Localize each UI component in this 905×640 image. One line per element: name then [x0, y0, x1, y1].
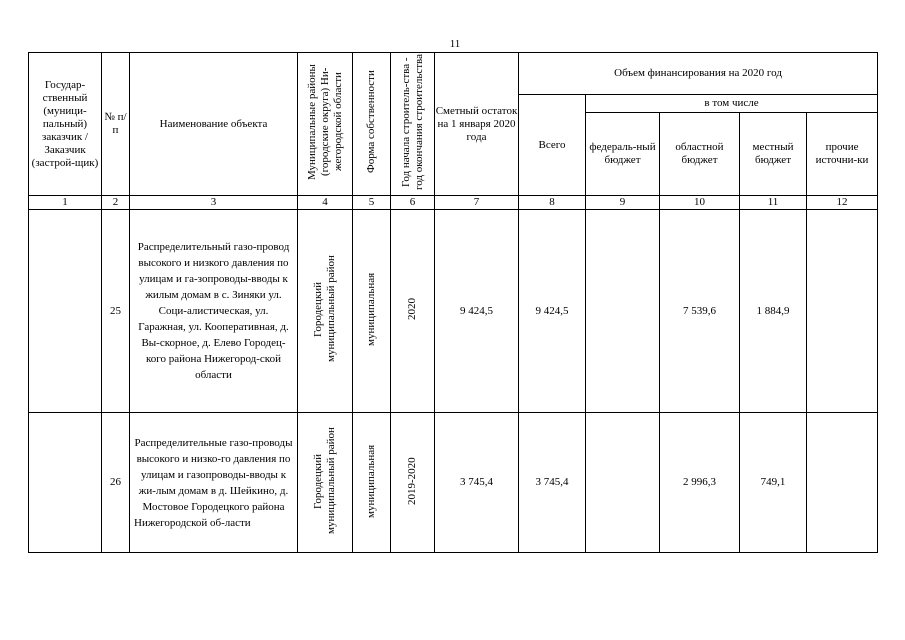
- cell-ownership: муниципальная: [353, 210, 391, 413]
- column-number: 10: [660, 196, 740, 210]
- cell-number: 26: [102, 413, 130, 553]
- cell-federal: [586, 413, 660, 553]
- cell-estimated-balance: 3 745,4: [435, 413, 519, 553]
- header-other: прочие источни-ки: [807, 113, 878, 196]
- cell-district: Городецкий муниципальный район: [298, 210, 353, 413]
- column-number: 9: [586, 196, 660, 210]
- header-financing-volume: Объем финансирования на 2020 год: [519, 53, 878, 95]
- header-ownership: Форма собственности: [353, 53, 391, 196]
- header-total: Всего: [519, 95, 586, 196]
- column-number: 3: [130, 196, 298, 210]
- financing-table: [28, 52, 878, 553]
- cell-customer: [29, 210, 102, 413]
- table-row: [29, 413, 878, 553]
- cell-other: [807, 210, 878, 413]
- column-number: 5: [353, 196, 391, 210]
- cell-total: 9 424,5: [519, 210, 586, 413]
- header-regional: областной бюджет: [660, 113, 740, 196]
- column-numbers-row: [29, 196, 878, 210]
- header-estimated-balance: Сметный остаток на 1 января 2020 года: [435, 53, 519, 196]
- header-object-name: Наименование объекта: [130, 53, 298, 196]
- cell-customer: [29, 413, 102, 553]
- header-federal: федераль-ный бюджет: [586, 113, 660, 196]
- header-years: Год начала строитель-ства - год окончания строительства: [391, 53, 435, 196]
- table-row: [29, 210, 878, 413]
- header-including: в том числе: [586, 95, 878, 113]
- column-number: 1: [29, 196, 102, 210]
- cell-object-name: Распределительные газо-проводы высокого и низко-го давления по улицам и газопроводы-вводы к жи-лым домам в д. Шейкино, д. Мостовое Городецкого района Нижегородской об-ласти: [130, 413, 298, 553]
- column-number: 6: [391, 196, 435, 210]
- cell-regional: 7 539,6: [660, 210, 740, 413]
- cell-estimated-balance: 9 424,5: [435, 210, 519, 413]
- cell-ownership: муниципальная: [353, 413, 391, 553]
- column-number: 8: [519, 196, 586, 210]
- cell-local: 749,1: [740, 413, 807, 553]
- header-districts: Муниципальные районы (городские округа) Ни-жегородской области: [298, 53, 353, 196]
- cell-object-name: Распределительный газо-провод высокого и низкого давления по улицам и га-зопроводы-вводы к жилым домам в с. Зиняки ул. Соци-алистическая, ул. Гаражная, ул. Кооперативная, д. Вы-скорное, д. Елево Городец-кого района Нижегород-ской области: [130, 210, 298, 413]
- cell-regional: 2 996,3: [660, 413, 740, 553]
- column-number: 12: [807, 196, 878, 210]
- header-customer: Государ-ственный (муници-пальный) заказчик / Заказчик (застрой-щик): [29, 53, 102, 196]
- cell-local: 1 884,9: [740, 210, 807, 413]
- cell-years: 2020: [391, 210, 435, 413]
- cell-other: [807, 413, 878, 553]
- page-number: 11: [449, 38, 461, 50]
- cell-total: 3 745,4: [519, 413, 586, 553]
- column-number: 2: [102, 196, 130, 210]
- column-number: 7: [435, 196, 519, 210]
- header-row-1: [29, 53, 878, 95]
- cell-district: Городецкий муниципальный район: [298, 413, 353, 553]
- header-number: № п/п: [102, 53, 130, 196]
- header-local: местный бюджет: [740, 113, 807, 196]
- cell-number: 25: [102, 210, 130, 413]
- cell-federal: [586, 210, 660, 413]
- column-number: 11: [740, 196, 807, 210]
- cell-years: 2019-2020: [391, 413, 435, 553]
- column-number: 4: [298, 196, 353, 210]
